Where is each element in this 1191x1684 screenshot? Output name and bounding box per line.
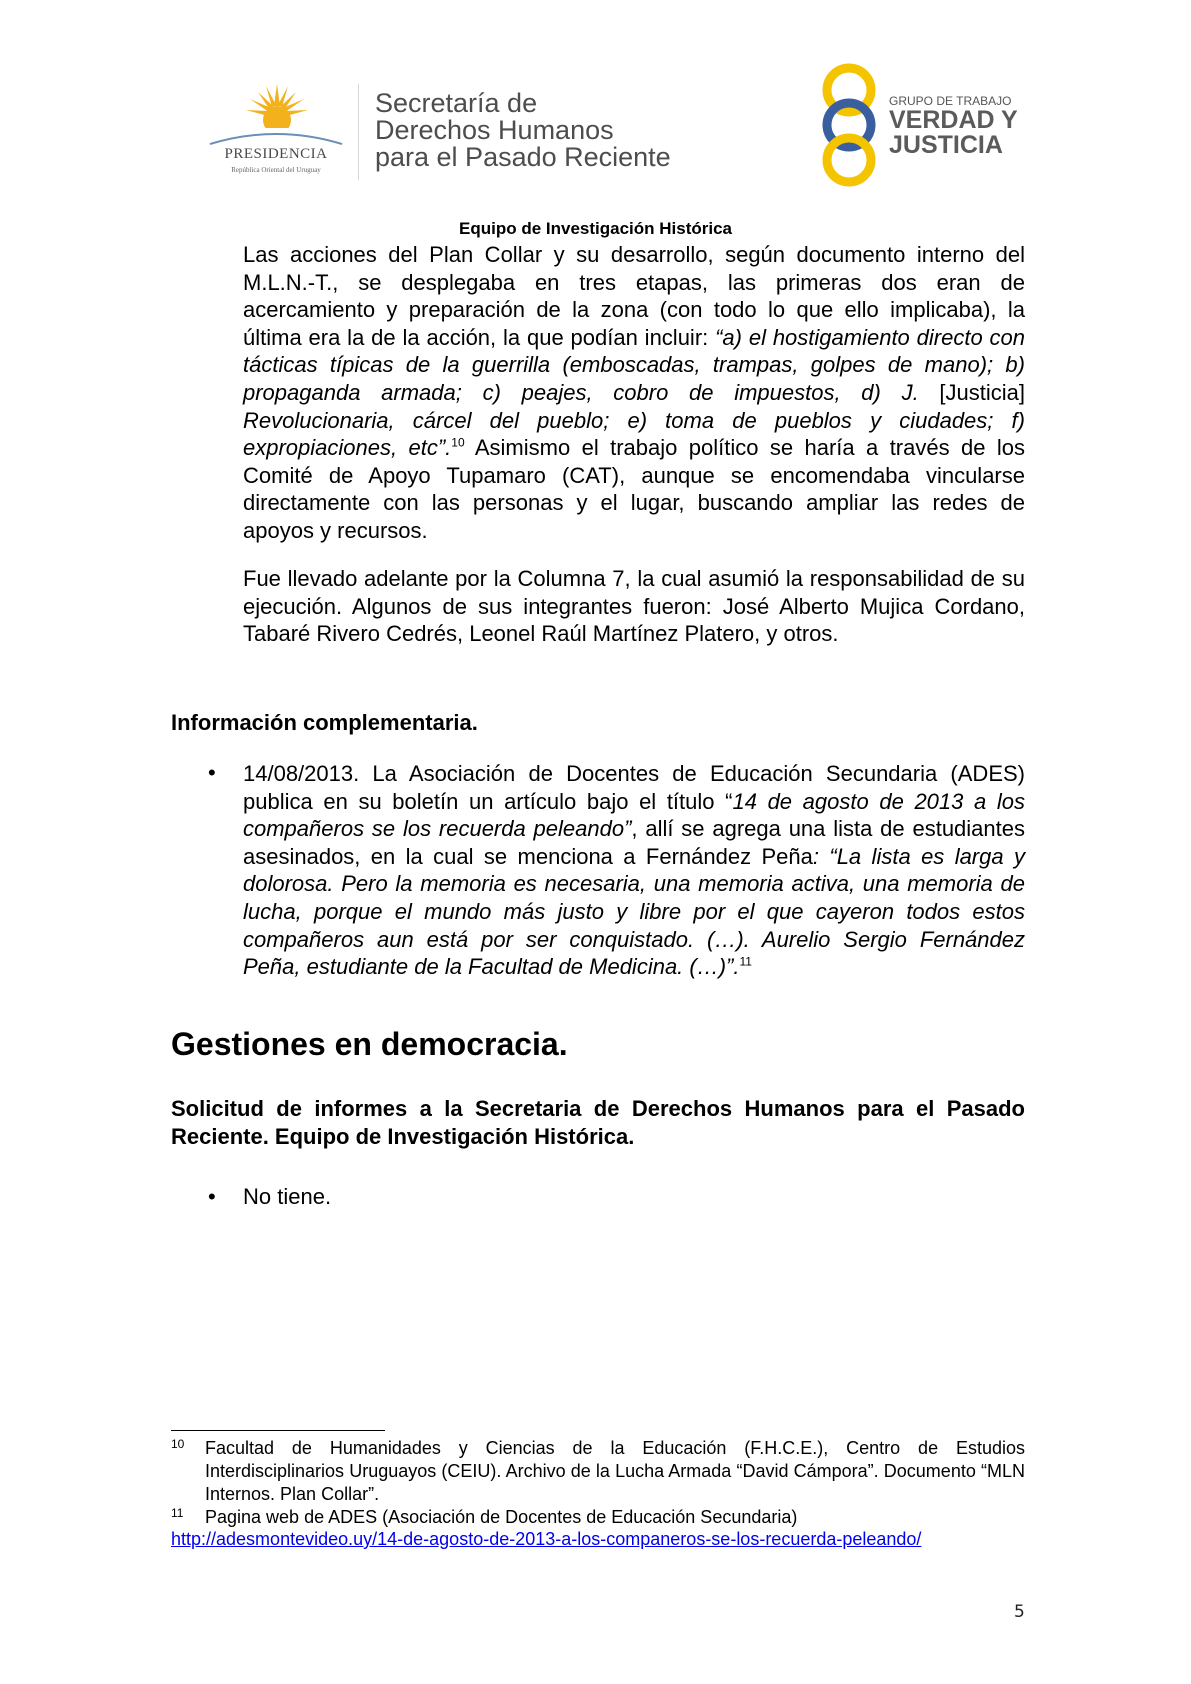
heading-informacion-complementaria: Información complementaria. xyxy=(171,710,478,735)
paragraph-plan-collar xyxy=(243,241,1025,545)
p1-text-2: [Justicia] xyxy=(918,379,1026,405)
footnote-11-number: 11 xyxy=(171,1506,184,1520)
footnote-11-text: Pagina web de ADES (Asociación de Docentes de Educación Secundaria) xyxy=(205,1507,798,1527)
secretaria-line1: Secretaría de xyxy=(375,88,538,118)
p3-quote-2: : “La lista es larga y dolorosa. Pero la memoria es necesaria, una memoria activa, una memoria de lucha, porque el mundo más justo y libre por el que cayeron todos estos compañeros aun está por ser conquistado. (…). Aurelio Sergio Fernández Peña, estudiante de la Facultad de Medicina. (…)”. xyxy=(243,843,1025,980)
footnote-10-text: Facultad de Humanidades y Ciencias de la Educación (F.H.C.E.), Centro de Estudios Interdisciplinarios Uruguayos (CEIU). Archivo de la Lucha Armada “David Cámpora”. Documento “MLN Internos. Plan Collar”. xyxy=(205,1438,1025,1504)
p1-quote-1: “a) el hostigamiento directo con tácticas típicas de la guerrilla (emboscadas, trampas, golpes de mano); b) propaganda armada; c) peajes, cobro de impuestos, d) J. xyxy=(243,324,1026,405)
presidencia-logo xyxy=(196,82,356,178)
bullet: • xyxy=(208,760,216,785)
footnote-ref-11[interactable]: 11 xyxy=(739,954,752,969)
grupo-line2: VERDAD Y xyxy=(889,106,1018,134)
secretaria-line3: para el Pasado Reciente xyxy=(375,142,671,172)
footnote-separator xyxy=(171,1430,385,1431)
secretaria-title xyxy=(375,90,671,171)
heading-gestiones: Gestiones en democracia. xyxy=(171,1026,568,1062)
p1-text-1: Las acciones del Plan Collar y su desarrollo, según documento interno del M.L.N.-T., se desplegaba en tres etapas, las primeras dos eran de acercamiento y preparación de la zona (con todo lo que ello implicaba), la última era la de la acción, la que podían incluir: xyxy=(243,242,1025,350)
presidencia-name: PRESIDENCIA xyxy=(224,146,328,162)
p3-quote-1: 14 de agosto de 2013 a los compañeros se los recuerda peleando” xyxy=(243,788,1025,842)
grupo-line1: GRUPO DE TRABAJO xyxy=(889,94,1012,108)
grupo-line3: JUSTICIA xyxy=(889,131,1003,159)
p3-text-2: , allí se agrega una lista de estudiantes asesinados, en la cual se menciona a Fernández Peña xyxy=(243,816,1025,869)
footnote-10-number: 10 xyxy=(171,1437,185,1451)
page-number: 5 xyxy=(1014,1602,1025,1622)
heading-solicitud: Solicitud de informes a la Secretaria de Derechos Humanos para el Pasado Reciente. Equipo de Investigación Histórica. xyxy=(171,1096,1025,1149)
chain-rings-icon xyxy=(815,62,895,188)
bullet: • xyxy=(208,1184,216,1209)
presidencia-subtitle: República Oriental del Uruguay xyxy=(231,166,321,174)
p1-text-3: Asimismo el trabajo político se haría a través de los Comité de Apoyo Tupamaro (CAT), aunque se encomendaba vincularse directamente con las personas y el lugar, buscando ampliar las redes de apoyos y recursos. xyxy=(243,435,1026,543)
paragraph-no-tiene: No tiene. xyxy=(243,1184,332,1209)
arc-decoration xyxy=(206,130,346,146)
footnote-ref-10[interactable]: 10 xyxy=(451,435,465,450)
secretaria-line2: Derechos Humanos xyxy=(375,115,614,145)
p3-text-1: 14/08/2013. La Asociación de Docentes de Educación Secundaria (ADES) publica en su boletín un artículo bajo el título “ xyxy=(243,761,1025,814)
paragraph-ades xyxy=(243,760,1025,981)
p1-quote-2: Revolucionaria, cárcel del pueblo; e) toma de pueblos y ciudades; f) expropiaciones, etc”. xyxy=(243,407,1025,461)
paragraph-columna-7: Fue llevado adelante por la Columna 7, la cual asumió la responsabilidad de su ejecución. Algunos de sus integrantes fueron: José Alberto Mujica Cordano, Tabaré Rivero Cedrés, Leonel Raúl Martínez Platero, y otros. xyxy=(243,566,1025,647)
verdad-justicia-logo xyxy=(815,62,1035,188)
footnote-11-link[interactable]: http://adesmontevideo.uy/14-de-agosto-de-2013-a-los-companeros-se-los-recuerda-peleando/ xyxy=(171,1529,922,1549)
page-header: Equipo de Investigación Histórica xyxy=(459,219,732,238)
header-divider xyxy=(358,84,359,180)
